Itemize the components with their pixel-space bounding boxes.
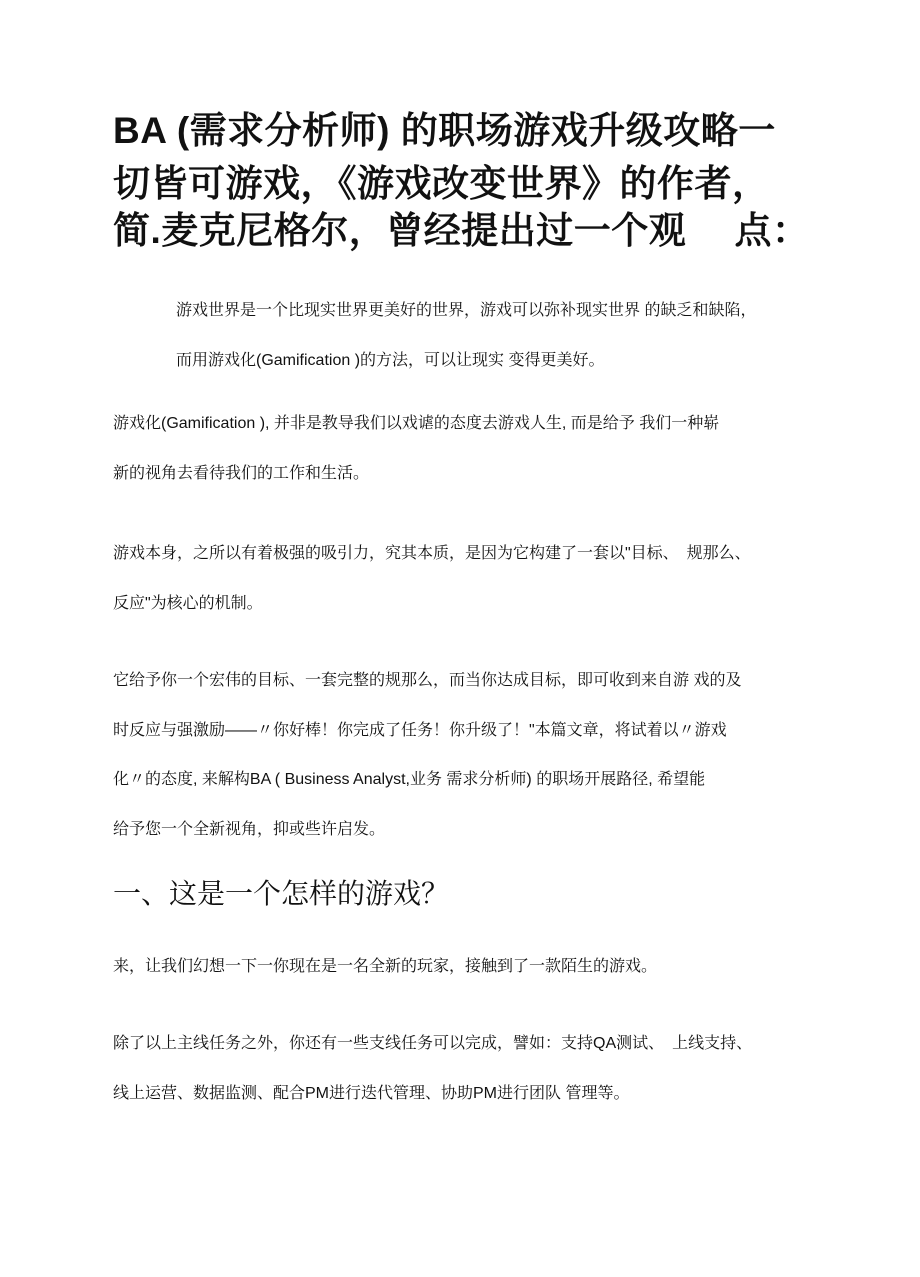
section-heading: 一、这是一个怎样的游戏？ [113, 878, 450, 909]
quote-line-1: 游戏世界是一个比现实世界更美好的世界，游戏可以弥补现实世界 的缺乏和缺陷， [176, 302, 757, 319]
paragraph-3-line-4: 给予您一个全新视角，抑或些许启发。 [113, 821, 386, 838]
document-title-line-2: 切皆可游戏，《游戏改变世界》的作者， [113, 163, 770, 204]
section-paragraph-2-line-2: 线上运营、数据监测、配合PM进行迭代管理、协助PM进行团队 管理等。 [113, 1085, 630, 1102]
document-title-line-3: 简.麦克尼格尔，曾经提出过一个观 点： [113, 210, 810, 251]
paragraph-3-line-2: 时反应与强激励——〃你好棒！你完成了任务！你升级了！"本篇文章，将试着以〃游戏 [113, 722, 727, 739]
paragraph-2-line-1: 游戏本身，之所以有着极强的吸引力，究其本质，是因为它构建了一套以"目标、 规那么、 [113, 545, 751, 562]
paragraph-1-line-2: 新的视角去看待我们的工作和生活。 [113, 465, 370, 482]
paragraph-3-line-3: 化〃的态度, 来解构BA ( Business Analyst,业务 需求分析师) 的职场开展路径, 希望能 [113, 771, 706, 788]
paragraph-3-line-1: 它给予你一个宏伟的目标、一套完整的规那么，而当你达成目标，即可收到来自游 戏的及 [113, 672, 742, 689]
paragraph-2-line-2: 反应"为核心的机制。 [113, 595, 263, 612]
section-paragraph-1-line-1: 来，让我们幻想一下一你现在是一名全新的玩家，接触到了一款陌生的游戏。 [113, 958, 658, 975]
section-paragraph-2-line-1: 除了以上主线任务之外，你还有一些支线任务可以完成，譬如：支持QA测试、 上线支持、 [113, 1035, 753, 1052]
document-title-line-1: BA (需求分析师) 的职场游戏升级攻略一 [113, 110, 776, 151]
paragraph-1-line-1: 游戏化(Gamification ), 并非是教导我们以戏谑的态度去游戏人生, 而是给予 我们一种崭 [113, 415, 720, 432]
quote-line-2: 而用游戏化(Gamification )的方法，可以让现实 变得更美好。 [176, 352, 605, 369]
